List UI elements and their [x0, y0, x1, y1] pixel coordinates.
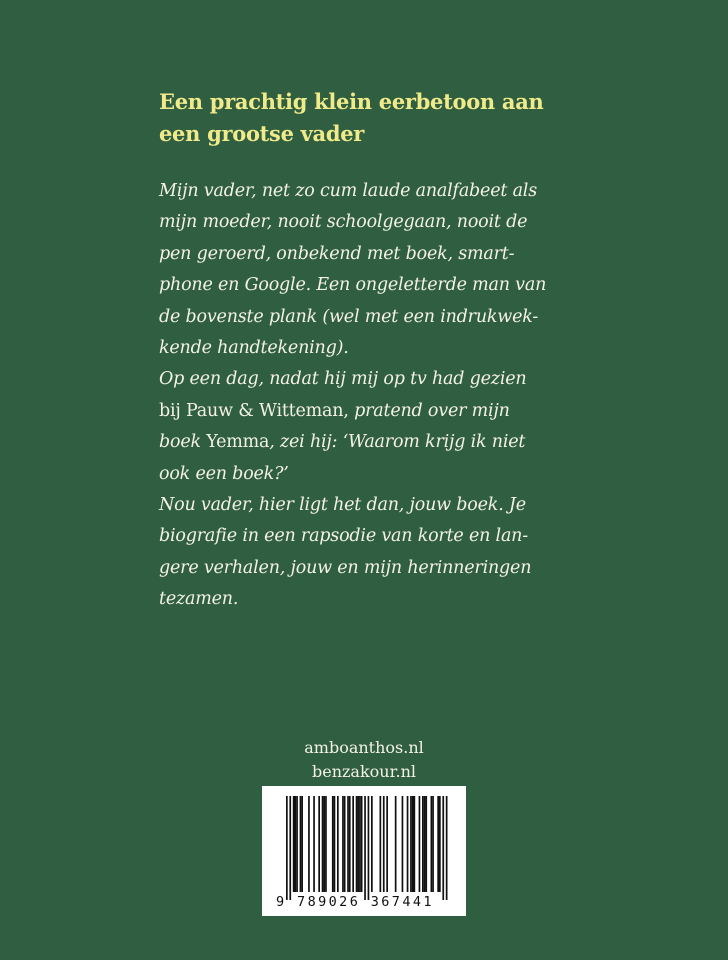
barcode-bar	[332, 796, 334, 892]
blurb-line: Nou vader, hier ligt het dan, jouw boek. Je	[159, 495, 526, 516]
barcode-bar	[439, 796, 441, 892]
barcode-bar	[425, 796, 427, 892]
blurb-line: mijn moeder, nooit schoolgegaan, nooit de	[159, 212, 528, 233]
isbn-barcode	[262, 786, 466, 916]
barcode-bar	[293, 796, 295, 892]
tv-show-title: bij Pauw & Witteman,	[159, 400, 349, 421]
barcode-bar	[383, 796, 385, 892]
barcode-bar	[301, 796, 303, 892]
barcode-bar	[337, 796, 339, 892]
blurb-line: Mijn vader, net zo cum laude analfabeet als	[159, 181, 537, 201]
barcode-bar	[359, 796, 361, 892]
headline-line-1: Een prachtig klein eerbetoon aan	[159, 89, 544, 114]
barcode-bar	[323, 796, 325, 892]
publisher-website: amboanthos.nl	[304, 738, 424, 757]
barcode-bar	[296, 796, 298, 892]
barcode-bar	[361, 796, 363, 892]
blurb-line-segment: boek	[159, 432, 207, 453]
websites	[0, 736, 728, 784]
barcode-bar	[357, 796, 359, 892]
barcode-bar	[318, 796, 320, 892]
author-website: benzakour.nl	[311, 762, 416, 781]
barcode-bar	[386, 796, 388, 892]
barcode-bar	[289, 796, 291, 900]
barcode-bar	[308, 796, 310, 892]
barcode-bar	[402, 796, 404, 892]
blurb-line: de bovenste plank (wel met een indrukwek-	[159, 306, 539, 327]
blurb-line: gere verhalen, jouw en mijn herinneringen	[159, 557, 532, 578]
barcode-bar	[380, 796, 382, 892]
blurb-line	[159, 396, 579, 427]
blurb-line: Op een dag, nadat hij mij op tv had gezien	[159, 369, 527, 390]
barcode-bar	[432, 796, 434, 892]
barcode-bar	[419, 796, 421, 892]
blurb-line: ook een boek?’	[159, 463, 289, 484]
barcode-bar	[368, 796, 370, 900]
barcode-bar	[414, 796, 416, 892]
barcode-bar	[349, 796, 351, 892]
book-title: Yemma	[206, 432, 270, 453]
blurb-line: tezamen.	[159, 589, 239, 610]
barcode-bar	[322, 796, 324, 892]
barcode-bar	[407, 796, 409, 892]
barcode-bar	[446, 796, 448, 900]
barcode-bar	[410, 796, 412, 892]
barcode-bar	[395, 796, 397, 892]
barcode-bar	[334, 796, 336, 892]
headline	[159, 86, 599, 150]
blurb-text	[159, 176, 579, 616]
barcode-bar	[313, 796, 315, 892]
blurb-line: phone en Google. Een ongeletterde man van	[159, 275, 547, 296]
barcode-bar	[437, 796, 439, 892]
barcode-bar	[344, 796, 346, 892]
blurb-line: biografie in een rapsodie van korte en lan-	[159, 526, 528, 547]
blurb-line-segment: , zei hij: ‘Waarom krijg ik niet	[269, 432, 526, 453]
barcode-bar	[325, 796, 327, 892]
barcode-bar	[431, 796, 433, 892]
barcode-bar	[347, 796, 349, 892]
barcode-bar	[342, 796, 344, 892]
barcode-bar	[442, 796, 444, 900]
barcode-bar	[295, 796, 297, 892]
barcode-bar	[356, 796, 358, 892]
barcode-bar	[412, 796, 414, 892]
barcode-bar	[364, 796, 366, 900]
barcode-bar	[422, 796, 424, 892]
blurb-line: pen geroerd, onbekend met boek, smart-	[159, 243, 515, 264]
blurb-line-segment: pratend over mijn	[348, 400, 510, 421]
blurb-line	[159, 427, 579, 458]
barcode-bar	[286, 796, 288, 900]
barcode-bar	[424, 796, 426, 892]
barcode-bar	[352, 796, 354, 892]
barcode-bar	[300, 796, 302, 892]
barcode-bar	[371, 796, 373, 892]
blurb-line: kende handtekening).	[159, 338, 349, 359]
headline-line-2: een grootse vader	[159, 121, 365, 146]
isbn-number: 9 789026 367441	[276, 894, 434, 910]
